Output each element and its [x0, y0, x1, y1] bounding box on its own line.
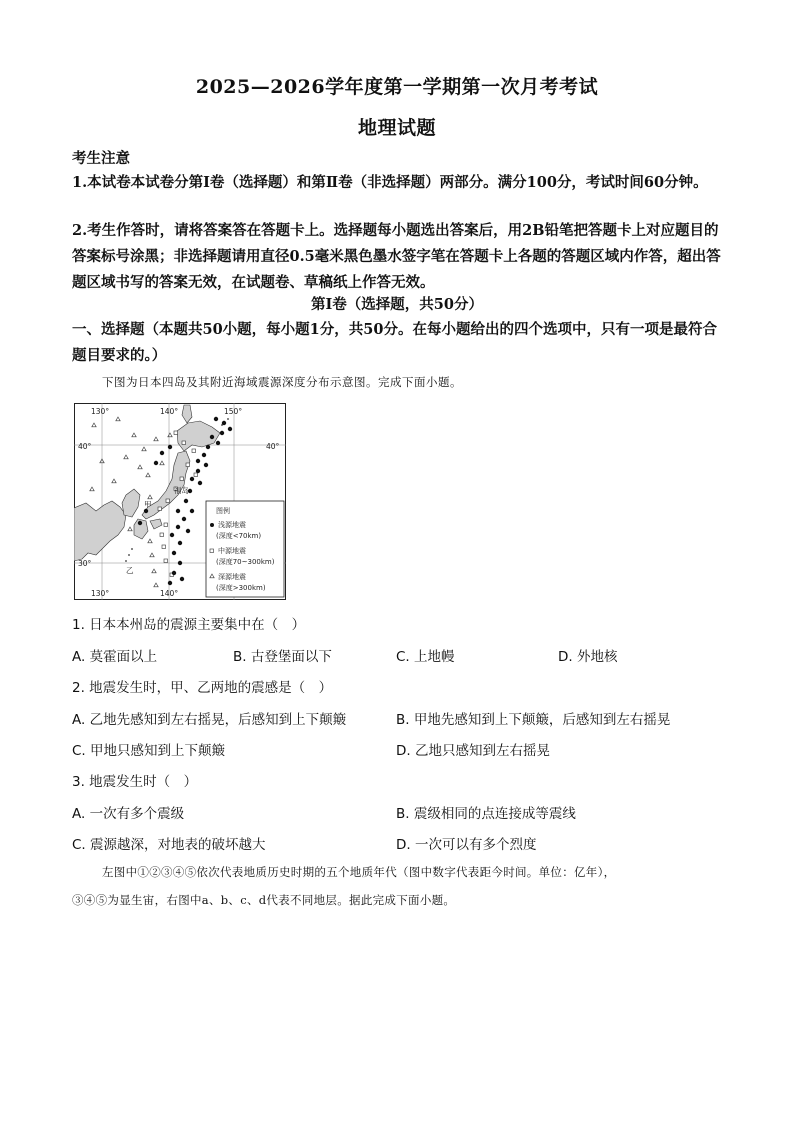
lon-label-130-top: 130° — [91, 407, 110, 416]
place-label-jia: 甲 — [144, 500, 152, 509]
legend-title: 图例 — [216, 507, 230, 515]
lon-label-130-bottom: 130° — [91, 589, 110, 598]
lat-label-40-left: 40° — [78, 442, 92, 451]
notice-label: 考生注意 — [72, 150, 130, 167]
map-legend — [206, 501, 284, 597]
lon-label-140-top: 140° — [160, 407, 179, 416]
notice-item-1: 1.本试卷本试卷分第Ⅰ卷（选择题）和第Ⅱ卷（非选择题）两部分。满分100分，考试时间60分钟。 — [72, 174, 708, 191]
lon-label-150-top: 150° — [224, 407, 243, 416]
lat-label-30-left: 30° — [78, 559, 92, 568]
question-3-option-d[interactable]: D. 一次可以有多个烈度 — [396, 837, 537, 853]
question-3-stem: 3. 地震发生时（ ） — [72, 774, 198, 790]
question-1-stem: 1. 日本本州岛的震源主要集中在（ ） — [72, 617, 306, 633]
group2-intro-line-1: 左图中①②③④⑤依次代表地质历史时期的五个地质年代（图中数字代表距今时间。单位：亿年）， — [102, 865, 616, 879]
legend-shallow-symbol — [210, 523, 214, 527]
lat-label-40-right: 40° — [266, 442, 280, 451]
group2-intro — [72, 858, 742, 914]
legend-deep-depth: (深度>300km) — [216, 584, 266, 592]
legend-deep-label: 深源地震 — [218, 573, 246, 581]
earthquake-depth-map — [74, 403, 286, 600]
notice-item-2: 2.考生作答时，请将答案答在答题卡上。选择题每小题选出答案后，用2B铅笔把答题卡上对应题目的答案标号涂黑；非选择题请用直径0.5毫米黑色墨水签字笔在答题卡上各题的答题区域内作答，超出答题区域书写的答案无效，在试题卷、草稿纸上作答无效。 — [72, 222, 721, 291]
legend-middle-label: 中源地震 — [218, 547, 246, 555]
question-1-option-b[interactable]: B. 古登堡面以下 — [233, 649, 332, 665]
legend-shallow-label: 浅源地震 — [218, 521, 246, 529]
question-2-option-c[interactable]: C. 甲地只感知到上下颠簸 — [72, 743, 226, 759]
question-3-option-b[interactable]: B. 震级相同的点连接成等震线 — [396, 806, 576, 822]
question-3-option-c[interactable]: C. 震源越深，对地表的破坏越大 — [72, 837, 266, 853]
question-2-stem: 2. 地震发生时，甲、乙两地的震感是（ ） — [72, 680, 333, 696]
question-2-option-a[interactable]: A. 乙地先感知到左右摇晃，后感知到上下颠簸 — [72, 712, 347, 728]
place-label-yi: 乙 — [126, 566, 134, 575]
place-label-fukushima: 福岛 — [174, 486, 189, 495]
question-3-option-a[interactable]: A. 一次有多个震级 — [72, 806, 185, 822]
question-2-option-b[interactable]: B. 甲地先感知到上下颠簸，后感知到左右摇晃 — [396, 712, 671, 728]
group1-intro: 下图为日本四岛及其附近海域震源深度分布示意图。完成下面小题。 — [102, 375, 462, 389]
lon-label-140-bottom: 140° — [160, 589, 179, 598]
legend-middle-symbol — [210, 549, 214, 553]
exam-title: 2025—2026学年度第一学期第一次月考考试 — [195, 76, 599, 98]
group2-intro-line-2: ③④⑤为显生宙，右图中a、b、c、d代表不同地层。据此完成下面小题。 — [72, 893, 456, 907]
question-1-option-c[interactable]: C. 上地幔 — [396, 649, 455, 665]
question-1-option-d[interactable]: D. 外地核 — [558, 649, 618, 665]
question-2-option-d[interactable]: D. 乙地只感知到左右摇晃 — [396, 743, 550, 759]
section-heading: 第Ⅰ卷（选择题，共50分） — [311, 296, 483, 313]
part1-instructions: 一、选择题（本题共50小题，每小题1分，共50分。在每小题给出的四个选项中，只有一项是最符合题目要求的。） — [72, 321, 717, 364]
legend-shallow-depth: (深度<70km) — [216, 532, 262, 540]
legend-middle-depth: (深度70~300km) — [216, 558, 275, 566]
exam-subtitle: 地理试题 — [357, 117, 436, 139]
question-1-option-a[interactable]: A. 莫霍面以上 — [72, 649, 158, 665]
